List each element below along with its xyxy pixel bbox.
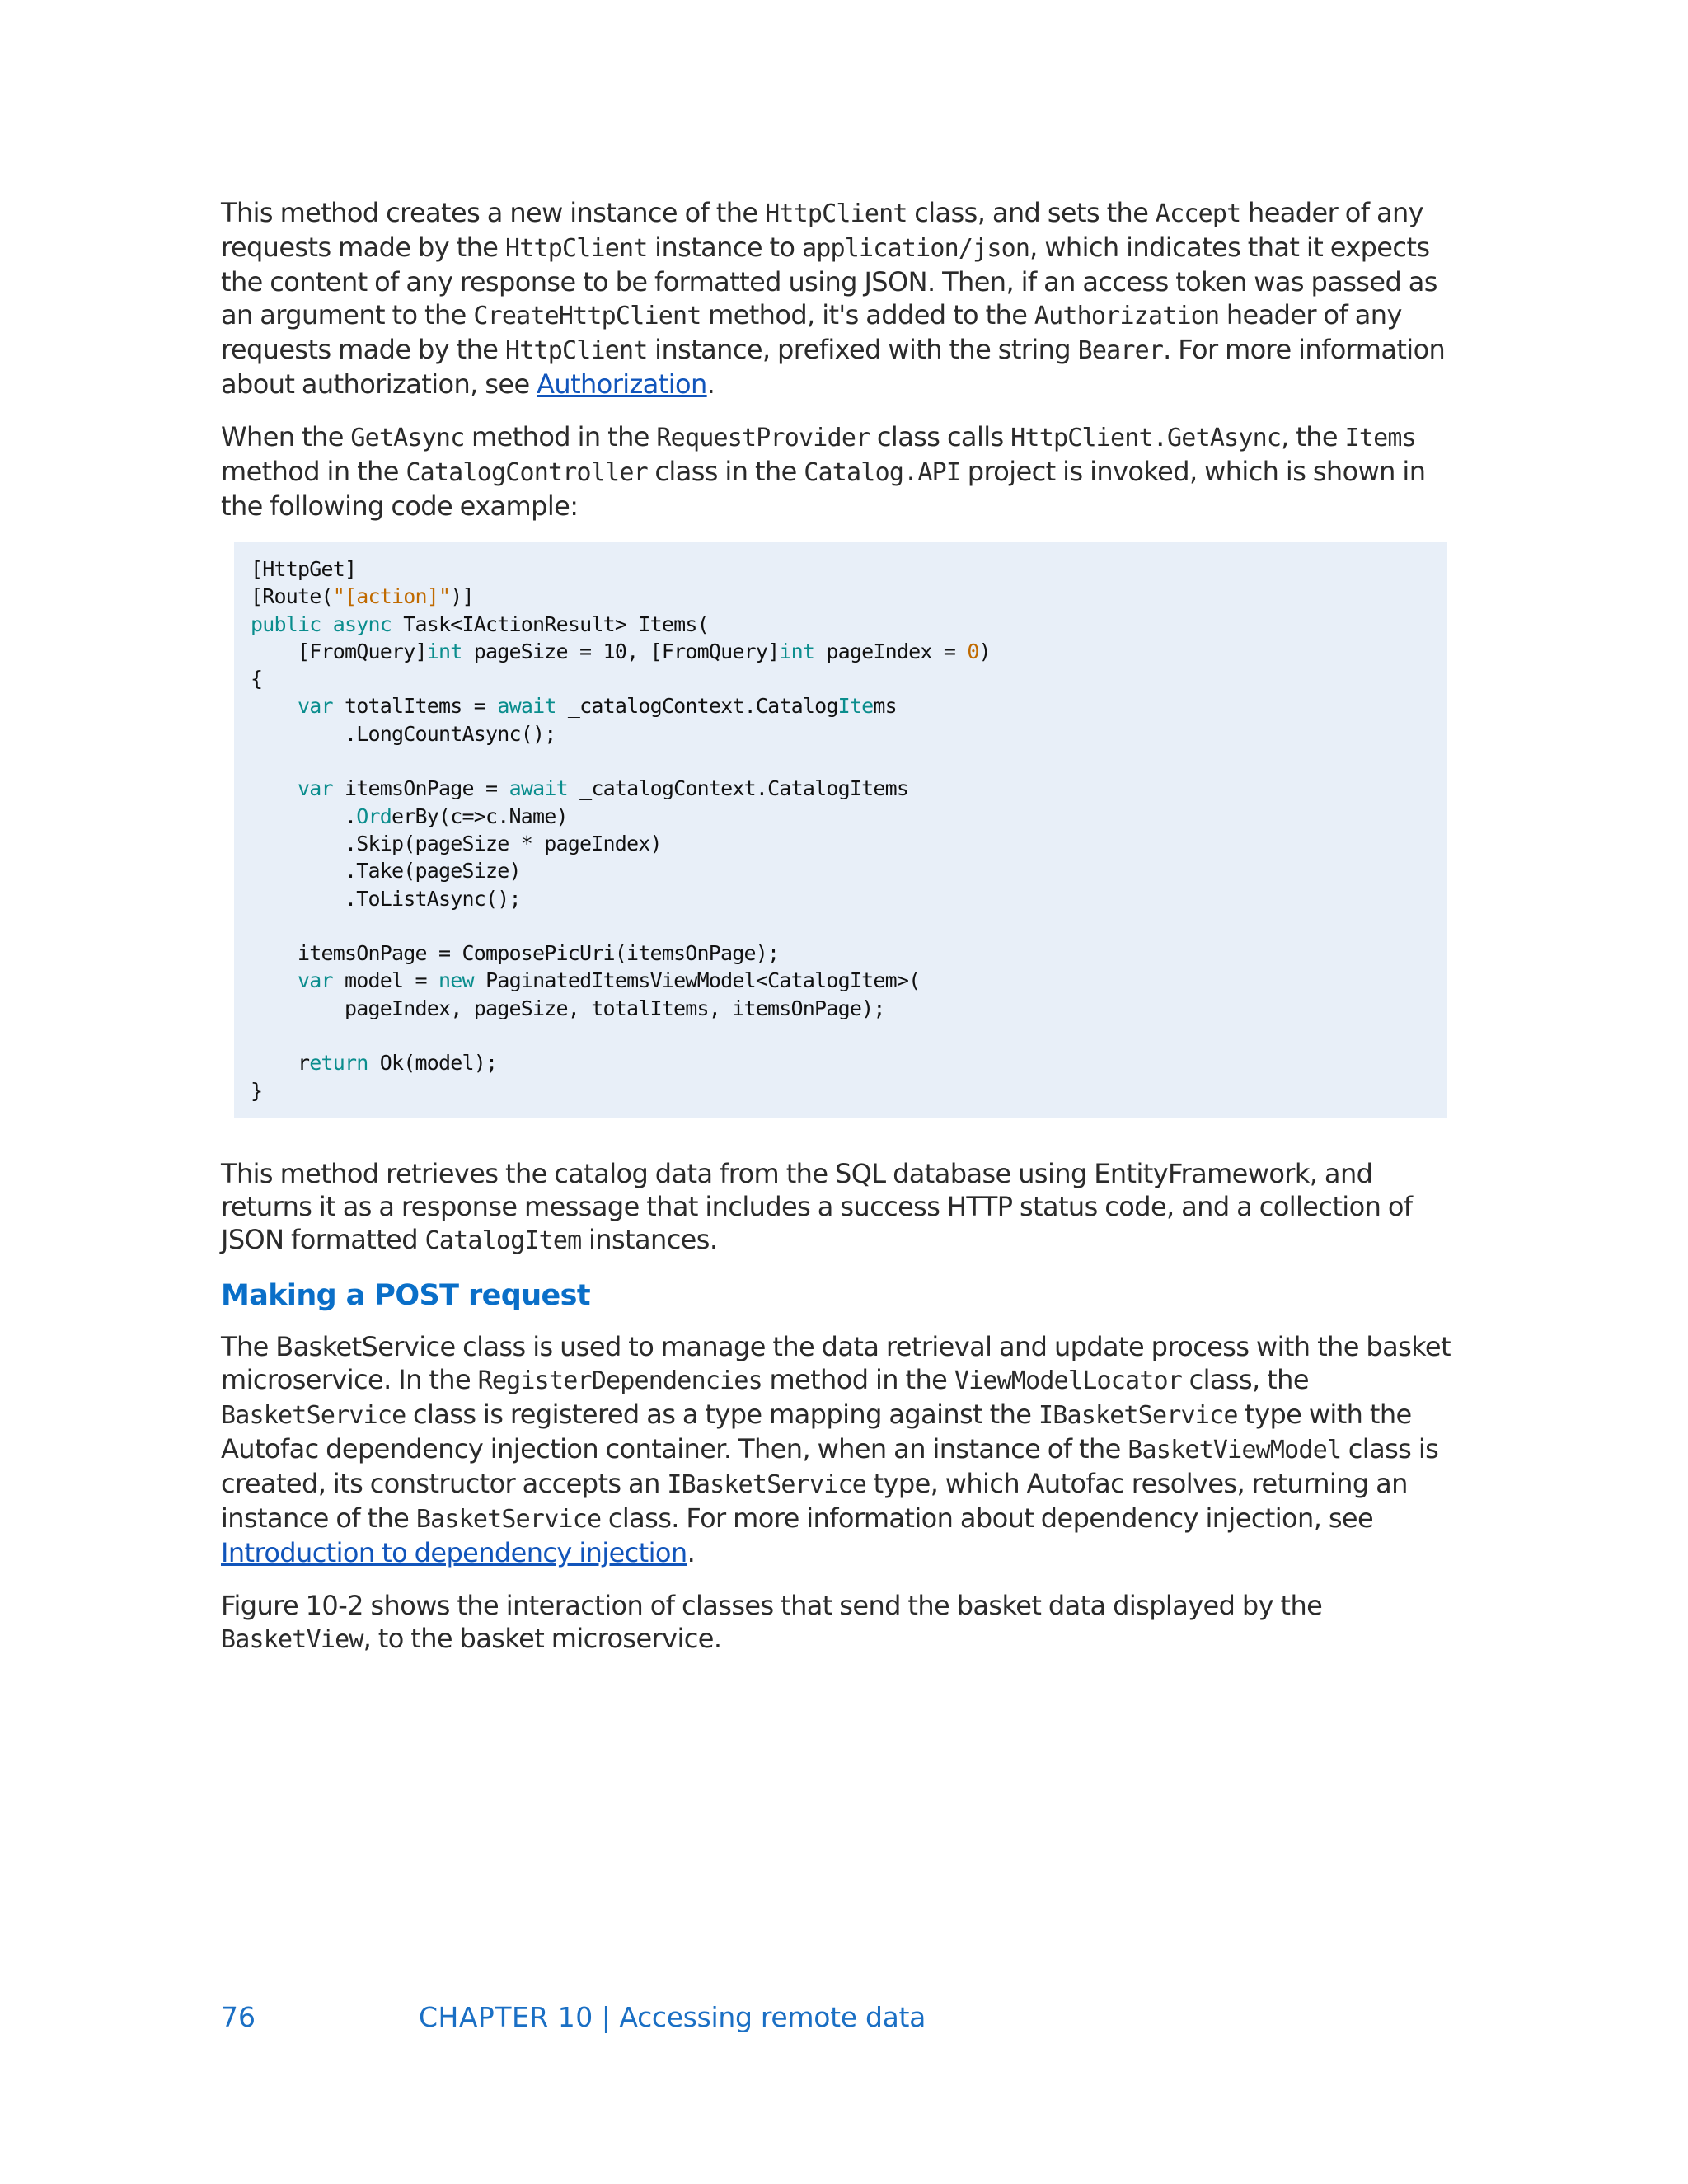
code-line: var totalItems = await _catalogContext.CatalogItems [298,694,897,719]
code-line: .ToListAsync(); [251,886,521,911]
code-line: return Ok(model); [251,1051,498,1076]
code-line: [HttpGet] [251,557,357,581]
code-line: .OrderBy(c=>c.Name) [251,804,568,828]
page-content [221,196,1467,1676]
code-line: .LongCountAsync(); [251,721,556,746]
paragraph-catalog-data: This method retrieves the catalog data from the SQL database using EntityFramework, and returns it as a response message that includes a success HTTP status code, and a collection of JSON formatted CatalogItem instances. [221,1157,1413,1255]
authorization-link[interactable]: Authorization [537,368,707,400]
code-line: .Skip(pageSize * pageIndex) [251,831,662,855]
code-line: var model = new PaginatedItemsViewModel<CatalogItem>( [298,968,921,993]
chapter-number: CHAPTER 10 [419,2001,593,2033]
chapter-label [419,2001,926,2033]
page-number: 76 [221,2001,256,2033]
paragraph-httpclient: This method creates a new instance of the HttpClient class, and sets the Accept header of any requests made by the HttpClient instance to application/json, which indicates that it expects the content of any response to be formatted using JSON. Then, if an access token was passed as an argument to the CreateHttpClient method, it's added to the Authorization header of any requests made by the HttpClient instance, prefixed with the string Bearer. For more information about authorization, see Authorization. [221,197,1446,400]
chapter-title: Accessing remote data [619,2001,926,2033]
dependency-injection-link[interactable]: Introduction to dependency injection [221,1536,687,1568]
code-line: .Take(pageSize) [251,859,521,883]
code-line: public async Task<IActionResult> Items( [251,612,709,636]
code-line [251,748,1431,775]
paragraph-getasync: When the GetAsync method in the RequestProvider class calls HttpClient.GetAsync, the Items method in the CatalogController class in the Catalog.API project is invoked, which is shown in the following code example: [221,421,1426,522]
code-line: var itemsOnPage = await _catalogContext.CatalogItems [298,776,909,801]
code-line: pageIndex, pageSize, totalItems, itemsOnPage); [251,996,885,1020]
code-line: } [251,1078,263,1103]
code-line: [Route("[action]")] [251,584,474,609]
code-line: itemsOnPage = ComposePicUri(itemsOnPage); [251,941,780,966]
footer-separator: | [601,2001,612,2033]
code-line: { [251,667,263,691]
code-line [251,1022,1431,1049]
paragraph-figure-ref: Figure 10-2 shows the interaction of classes that send the basket data displayed by the BasketView, to the basket microservice. [221,1589,1323,1654]
code-line: [FromQuery]int pageSize = 10, [FromQuery]int pageIndex = 0) [251,639,991,663]
code-line [251,912,1431,940]
paragraph-basketservice: The BasketService class is used to manage the data retrieval and update process with the basket microservice. In the RegisterDependencies method in the ViewModelLocator class, the BasketService class is registered as a type mapping against the IBasketService type with the Autofac dependency injection container. Then, when an instance of the BasketViewModel class is created, its constructor accepts an IBasketService type, which Autofac resolves, returning an instance of the BasketService class. For more information about dependency injection, see Introduction to dependency injection. [221,1330,1451,1568]
section-heading: Making a POST request [221,1278,591,1312]
code-example [234,542,1447,1118]
